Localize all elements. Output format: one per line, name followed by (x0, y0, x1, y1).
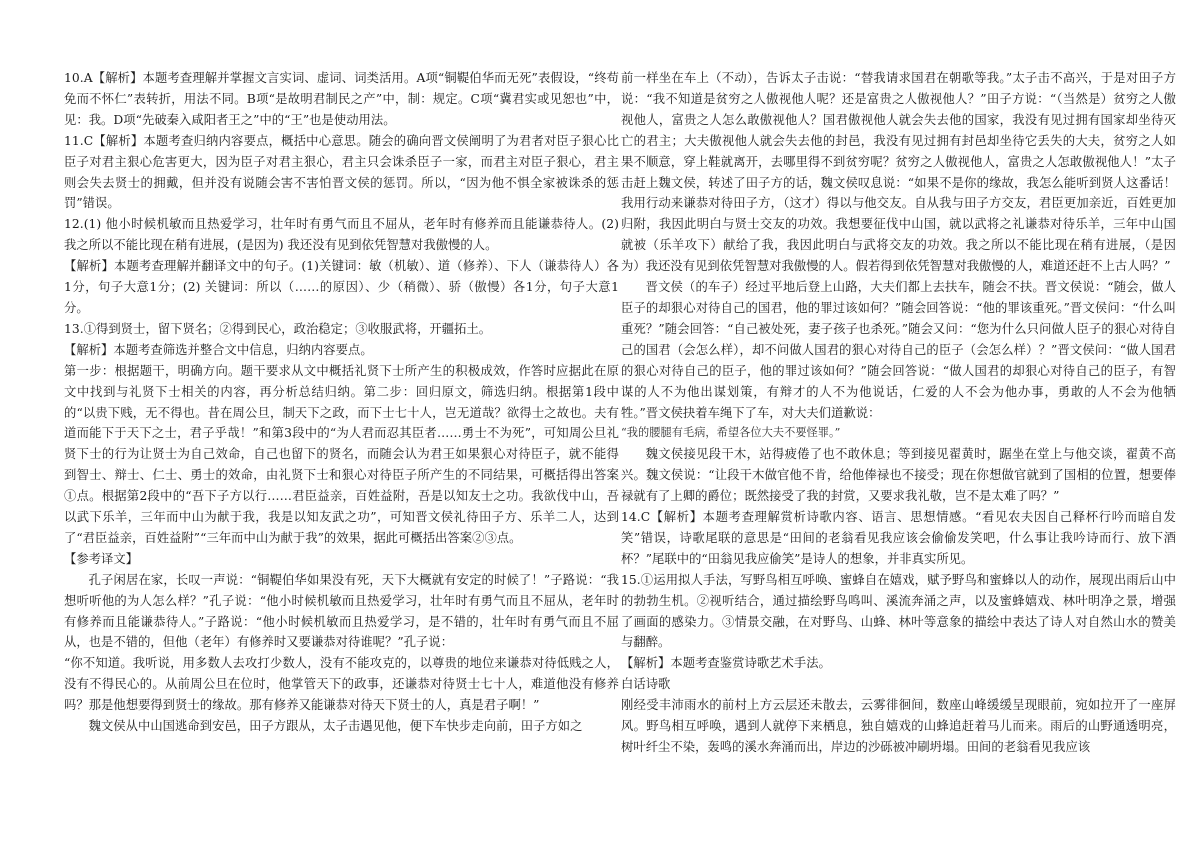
paragraph: 晋文侯（的车子）经过平地后登上山路，大夫们都上去扶车，随会不扶。晋文侯说：“随会，做人臣子的却狠心对待自己的国君，他的罪过该如何？”随会回答说：“他的罪该重死。”晋文侯问：“什么叫重死？”随会回答：“自己被处死，妻子孩子也杀死。”随会又问：“您为什么只问做人臣子的狠心对待自己的国君（会怎么样），却不问做人国君的狠心对待自己的臣子（会怎么样）？”晋文侯问：“做人国君的狠心对待自己的臣子，他的罪过该如何？”随会回答说：“做人国君的却狠心对待自己的臣子，有智谋的人不为他出谋划策，有辩才的人不为他说话，仁爱的人不会为他办事，勇敢的人不会为他牺牲。”晋文侯抉着车绳下了车，对大夫们道歉说： (621, 280, 1176, 420)
paragraph: 刚经受丰沛雨水的前村上方云层还未散去，云雾徘徊间，数座山峰缓缓呈现眼前，宛如拉开了一座屏风。野鸟相互呼唤，遇到人就停下来栖息，独自嬉戏的山蜂追赶着马儿而来。雨后的山野通透明亮，树叶纤尘不染，轰鸣的溪水奔涌而出，岸边的沙砾被冲刷坍塌。田间的老翁看见我应该 (621, 698, 1176, 754)
paragraph: 11.C【解析】本题考查归纳内容要点，概括中心意思。随会的确向晋文侯阐明了为君者对臣子狠心比臣子对君主狠心危害更大，因为臣子对君主狠心，君主只会诛杀臣子一家，而君主对臣子狠心，君主则会失去贤士的拥戴，但并没有说随会害不害怕晋文侯的惩罚。所以，“因为他不惧全家被诛杀的惩罚”错误。 (64, 133, 619, 211)
right-column (621, 68, 1176, 758)
paragraph: 白话诗歌 (621, 677, 671, 692)
paragraph: 15.①运用拟人手法，写野鸟相互呼唤、蜜蜂自在嬉戏，赋予野鸟和蜜蜂以人的动作，展现出雨后山中的勃勃生机。②视听结合，通过描绘野鸟鸣叫、溪流奔涌之声，以及蜜蜂嬉戏、林叶明净之景，增强了画面的感染力。③情景交融，在对野鸟、山蜂、林叶等意象的描绘中表达了诗人对自然山水的赞美与翻醉。 (621, 572, 1176, 650)
paragraph: 【参考译文】 (64, 551, 139, 566)
paragraph: 魏文侯接见段干木，站得疲倦了也不敢休息；等到接见翟黄时，踞坐在堂上与他交谈，翟黄不高兴。魏文侯说：“让段干木做官他不肯，给他俸禄也不接受；现在你想做官就到了国相的位置，想要俸禄就有了上卿的爵位；既然接受了我的封赏，又要求我礼敬，岂不是太难了吗？” (621, 447, 1176, 504)
paragraph: 孔子闲居在家，长叹一声说：“铜鞮伯华如果没有死，天下大概就有安定的时候了！”子路说：“我想听听他的为人怎么样？”孔子说：“他小时候机敏而且热爱学习，壮年时有勇气而且不屈从，老年时有修养而且能谦恭待人。”子路说：“他小时候机敏而且热爱学习，是不错的，壮年时有勇气而且不屈从，也是不错的，但他（老年）有修养时又要谦恭对待谁呢？”孔子说： (64, 572, 619, 650)
paragraph: 【解析】本题考查理解并翻译文中的句子。(1)关键词：敏（机敏）、道（修养）、下人（谦恭待人）各1分，句子大意1分；(2) 关键词：所以（……的原因）、少（稍微）、骄（傲慢）各1分，句子大意1分。 (64, 259, 619, 315)
paragraph: 12.(1) 他小时候机敏而且热爱学习，壮年时有勇气而且不屈从，老年时有修养而且能谦恭待人。(2) 我之所以不能比现在稍有进展，(是因为) 我还没有见到依凭智慧对我傲慢的人。 (64, 217, 619, 253)
paragraph: 第一步：根据题干，明确方向。题干要求从文中概括礼贤下士所产生的积极成效，作答时应据此在原文中找到与礼贤下士相关的内容，再分析总结归纳。第二步：回归原文，筛选归纳。根据第1段中的“以贵下贱，无不得也。昔在周公旦，制天下之政，而下士七十人，岂无道哉？欲得士之故也。夫有道而能下于天下之士，君子乎哉！”和第3段中的“为人君而忍其臣者……勇士不为死”，可知周公旦礼贤下士的行为让贤士为自己效命，自己也留下的贤名，而随会认为君王如果狠心对待臣子，就不能得到智士、辩士、仁士、勇士的效命，由礼贤下士和狠心对待臣子所产生的不同结果，可概括得出答案①点。根据第2段中的“吾下子方以行……君臣益亲，百姓益附，吾是以知友士之功。我欲伐中山，吾以武下乐羊，三年而中山为献于我，我是以知友武之功”，可知晋文侯礼待田子方、乐羊二人，达到了“君臣益亲，百姓益附”“三年而中山为献于我”的效果，据此可概括出答案②③点。 (64, 363, 619, 545)
paragraph: 【解析】本题考查筛选并整合文中信息，归纳内容要点。 (64, 342, 373, 357)
paragraph: 13.①得到贤士，留下贤名；②得到民心，政治稳定；③收服武将，开疆拓土。 (64, 321, 492, 336)
paragraph: 魏文侯从中山国逃命到安邑，田子方跟从，太子击遇见他，便下车快步走向前，田子方如之 (88, 719, 583, 734)
paragraph: 14.C【解析】本题考查理解赏析诗歌内容、语言、思想情感。“看见农夫因自己释杯行吟而暗自发笑”错误，诗歌尾联的意思是“田间的老翁看见我应该会偷偷发笑吧，什么事让我吟诗而行、放下酒杯？”尾联中的“田翁见我应偷笑”是诗人的想象，并非真实所见。 (621, 510, 1176, 566)
paragraph: 【解析】本题考查鉴赏诗歌艺术手法。 (621, 656, 831, 671)
paragraph: 10.A【解析】本题考查理解并掌握文言实词、虚词、词类活用。A项“铜鞮伯华而无死”表假设，“终苟免而不怀仁”表转折，用法不同。B项“是故明君制民之产”中，制：规定。C项“冀君实或见恕也”中，见：我。D项“先破秦入咸阳者王之”中的“王”也是使动用法。 (64, 71, 619, 127)
paragraph: “你不知道。我听说，用多数人去攻打少数人，没有不能攻克的，以尊贵的地位来谦恭对待低贱之人，没有不得民心的。从前周公旦在位时，他掌管天下的政事，还谦恭对待贤士七十人，难道他没有修养吗？那是他想要得到贤士的缘故。那有修养又能谦恭对待天下贤士的人，真是君子啊！” (64, 656, 619, 713)
left-column (64, 68, 619, 737)
paragraph: “我的腰腿有毛病，希望各位大夫不要怪罪。” (621, 426, 841, 440)
paragraph: 前一样坐在车上（不动），告诉太子击说：“替我请求国君在朝歌等我。”太子击不高兴，于是对田子方说：“我不知道是贫穷之人傲视他人呢？还是富贵之人傲视他人？”田子方说：“（当然是）贫穷之人傲视他人，富贵之人怎么敢傲视他人？国君傲视他人就会失去他的国家，我没有见过拥有国家却坐待灭亡的君主；大夫傲视他人就会失去他的封邑，我没有见过拥有封邑却坐待它丢失的大夫，贫穷之人如果不顺意，穿上鞋就离开，去哪里得不到贫穷呢？贫穷之人傲视他人，富贵之人怎敢傲视他人！”太子击赶上魏文侯，转述了田子方的话，魏文侯叹息说：“如果不是你的缘故，我怎么能听到贤人这番话！我用行动来谦恭对待田子方，（这才）得以与他交友。自从我与田子方交友，君臣更加亲近，百姓更加归附，我因此明白与贤士交友的功效。我想要征伐中山国，就以武将之礼谦恭对待乐羊，三年中山国就被（乐羊攻下）献给了我，我因此明白与武将交友的功效。我之所以不能比现在稍有进展，（是因为）我还没有见到依凭智慧对我傲慢的人。假若得到依凭智慧对我傲慢的人，难道还赶不上古人吗？” (621, 71, 1176, 274)
